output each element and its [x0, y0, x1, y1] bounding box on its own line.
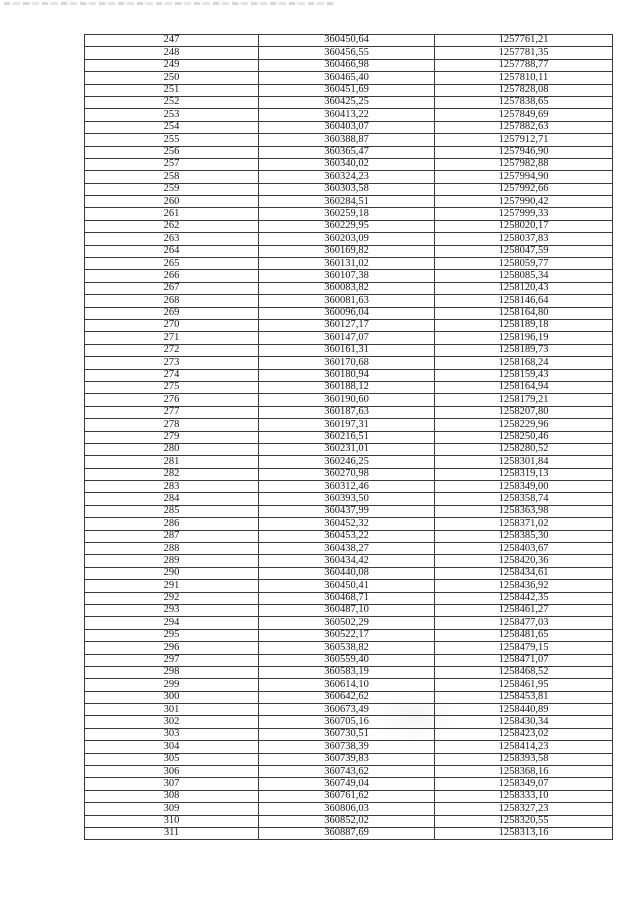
- y-coordinate-cell: 1258363,98: [435, 505, 613, 517]
- x-coordinate-cell: 360738,39: [259, 741, 435, 753]
- point-number-cell: 308: [85, 790, 259, 802]
- point-number-cell: 280: [85, 443, 259, 455]
- x-coordinate-cell: 360303,58: [259, 183, 435, 195]
- x-coordinate-cell: 360739,83: [259, 753, 435, 765]
- table-row: [85, 604, 613, 616]
- point-number-cell: 305: [85, 753, 259, 765]
- x-coordinate-cell: 360197,31: [259, 419, 435, 431]
- y-coordinate-cell: 1258477,03: [435, 617, 613, 629]
- x-coordinate-cell: 360270,98: [259, 468, 435, 480]
- table-row: [85, 270, 613, 282]
- table-row: [85, 443, 613, 455]
- point-number-cell: 297: [85, 654, 259, 666]
- x-coordinate-cell: 360403,07: [259, 121, 435, 133]
- point-number-cell: 310: [85, 815, 259, 827]
- point-number-cell: 292: [85, 592, 259, 604]
- point-number-cell: 291: [85, 580, 259, 592]
- point-number-cell: 301: [85, 704, 259, 716]
- table-row: [85, 196, 613, 208]
- point-number-cell: 288: [85, 543, 259, 555]
- y-coordinate-cell: 1258393,58: [435, 753, 613, 765]
- y-coordinate-cell: 1258403,67: [435, 543, 613, 555]
- y-coordinate-cell: 1258468,52: [435, 666, 613, 678]
- table-row: [85, 716, 613, 728]
- x-coordinate-cell: 360413,22: [259, 109, 435, 121]
- point-number-cell: 248: [85, 47, 259, 59]
- y-coordinate-cell: 1257990,42: [435, 196, 613, 208]
- x-coordinate-cell: 360437,99: [259, 505, 435, 517]
- y-coordinate-cell: 1258436,92: [435, 580, 613, 592]
- y-coordinate-cell: 1258349,07: [435, 778, 613, 790]
- y-coordinate-cell: 1257781,35: [435, 47, 613, 59]
- y-coordinate-cell: 1258164,94: [435, 381, 613, 393]
- x-coordinate-cell: 360081,63: [259, 295, 435, 307]
- point-number-cell: 261: [85, 208, 259, 220]
- point-number-cell: 267: [85, 282, 259, 294]
- point-number-cell: 279: [85, 431, 259, 443]
- point-number-cell: 311: [85, 828, 259, 840]
- x-coordinate-cell: 360169,82: [259, 245, 435, 257]
- x-coordinate-cell: 360229,95: [259, 220, 435, 232]
- point-number-cell: 309: [85, 803, 259, 815]
- point-number-cell: 298: [85, 666, 259, 678]
- table-row: [85, 381, 613, 393]
- x-coordinate-cell: 360487,10: [259, 604, 435, 616]
- table-row: [85, 828, 613, 840]
- table-row: [85, 741, 613, 753]
- point-number-cell: 259: [85, 183, 259, 195]
- point-number-cell: 256: [85, 146, 259, 158]
- y-coordinate-cell: 1258319,13: [435, 468, 613, 480]
- point-number-cell: 302: [85, 716, 259, 728]
- point-number-cell: 286: [85, 518, 259, 530]
- point-number-cell: 285: [85, 505, 259, 517]
- x-coordinate-cell: 360340,02: [259, 158, 435, 170]
- y-coordinate-cell: 1258146,64: [435, 295, 613, 307]
- table-row: [85, 406, 613, 418]
- y-coordinate-cell: 1258420,36: [435, 555, 613, 567]
- point-number-cell: 251: [85, 84, 259, 96]
- x-coordinate-cell: 360468,71: [259, 592, 435, 604]
- table-row: [85, 555, 613, 567]
- y-coordinate-cell: 1258320,55: [435, 815, 613, 827]
- table-row: [85, 778, 613, 790]
- x-coordinate-cell: 360388,87: [259, 134, 435, 146]
- x-coordinate-cell: 360393,50: [259, 493, 435, 505]
- table-row: [85, 295, 613, 307]
- point-number-cell: 272: [85, 344, 259, 356]
- y-coordinate-cell: 1258471,07: [435, 654, 613, 666]
- y-coordinate-cell: 1258229,96: [435, 419, 613, 431]
- x-coordinate-cell: 360743,62: [259, 766, 435, 778]
- x-coordinate-cell: 360438,27: [259, 543, 435, 555]
- x-coordinate-cell: 360583,19: [259, 666, 435, 678]
- y-coordinate-cell: 1257838,65: [435, 96, 613, 108]
- point-number-cell: 257: [85, 158, 259, 170]
- x-coordinate-cell: 360127,17: [259, 319, 435, 331]
- point-number-cell: 290: [85, 567, 259, 579]
- point-number-cell: 247: [85, 35, 259, 47]
- table-row: [85, 691, 613, 703]
- x-coordinate-cell: 360749,04: [259, 778, 435, 790]
- y-coordinate-cell: 1258481,65: [435, 629, 613, 641]
- point-number-cell: 299: [85, 679, 259, 691]
- table-row: [85, 35, 613, 47]
- point-number-cell: 252: [85, 96, 259, 108]
- point-number-cell: 300: [85, 691, 259, 703]
- x-coordinate-cell: 360522,17: [259, 629, 435, 641]
- point-number-cell: 274: [85, 369, 259, 381]
- table-row: [85, 109, 613, 121]
- x-coordinate-cell: 360107,38: [259, 270, 435, 282]
- coordinates-table: [84, 34, 613, 840]
- y-coordinate-cell: 1258179,21: [435, 394, 613, 406]
- table-row: [85, 220, 613, 232]
- table-row: [85, 815, 613, 827]
- point-number-cell: 254: [85, 121, 259, 133]
- y-coordinate-cell: 1257849,69: [435, 109, 613, 121]
- table-row: [85, 431, 613, 443]
- x-coordinate-cell: 360673,49: [259, 704, 435, 716]
- table-row: [85, 158, 613, 170]
- x-coordinate-cell: 360434,42: [259, 555, 435, 567]
- x-coordinate-cell: 360083,82: [259, 282, 435, 294]
- point-number-cell: 260: [85, 196, 259, 208]
- point-number-cell: 293: [85, 604, 259, 616]
- table-row: [85, 96, 613, 108]
- y-coordinate-cell: 1258430,34: [435, 716, 613, 728]
- table-row: [85, 766, 613, 778]
- x-coordinate-cell: 360705,16: [259, 716, 435, 728]
- x-coordinate-cell: 360451,69: [259, 84, 435, 96]
- point-number-cell: 270: [85, 319, 259, 331]
- x-coordinate-cell: 360453,22: [259, 530, 435, 542]
- y-coordinate-cell: 1258333,10: [435, 790, 613, 802]
- table-row: [85, 171, 613, 183]
- point-number-cell: 295: [85, 629, 259, 641]
- y-coordinate-cell: 1258327,23: [435, 803, 613, 815]
- y-coordinate-cell: 1258368,16: [435, 766, 613, 778]
- x-coordinate-cell: 360450,64: [259, 35, 435, 47]
- x-coordinate-cell: 360180,94: [259, 369, 435, 381]
- point-number-cell: 277: [85, 406, 259, 418]
- table-row: [85, 592, 613, 604]
- x-coordinate-cell: 360188,12: [259, 381, 435, 393]
- point-number-cell: 276: [85, 394, 259, 406]
- y-coordinate-cell: 1258159,43: [435, 369, 613, 381]
- y-coordinate-cell: 1257946,90: [435, 146, 613, 158]
- x-coordinate-cell: 360161,31: [259, 344, 435, 356]
- point-number-cell: 281: [85, 456, 259, 468]
- table-row: [85, 233, 613, 245]
- x-coordinate-cell: 360131,02: [259, 258, 435, 270]
- table-row: [85, 530, 613, 542]
- table-row: [85, 394, 613, 406]
- y-coordinate-cell: 1258037,83: [435, 233, 613, 245]
- y-coordinate-cell: 1258207,80: [435, 406, 613, 418]
- y-coordinate-cell: 1258442,35: [435, 592, 613, 604]
- x-coordinate-cell: 360852,02: [259, 815, 435, 827]
- table-row: [85, 332, 613, 344]
- point-number-cell: 306: [85, 766, 259, 778]
- y-coordinate-cell: 1258059,77: [435, 258, 613, 270]
- point-number-cell: 250: [85, 72, 259, 84]
- table-row: [85, 518, 613, 530]
- point-number-cell: 266: [85, 270, 259, 282]
- x-coordinate-cell: 360614,10: [259, 679, 435, 691]
- table-row: [85, 84, 613, 96]
- table-row: [85, 468, 613, 480]
- x-coordinate-cell: 360450,41: [259, 580, 435, 592]
- y-coordinate-cell: 1258461,27: [435, 604, 613, 616]
- table-row: [85, 790, 613, 802]
- x-coordinate-cell: 360761,62: [259, 790, 435, 802]
- point-number-cell: 283: [85, 481, 259, 493]
- y-coordinate-cell: 1257810,11: [435, 72, 613, 84]
- table-row: [85, 505, 613, 517]
- y-coordinate-cell: 1258250,46: [435, 431, 613, 443]
- point-number-cell: 269: [85, 307, 259, 319]
- x-coordinate-cell: 360806,03: [259, 803, 435, 815]
- y-coordinate-cell: 1258479,15: [435, 642, 613, 654]
- point-number-cell: 253: [85, 109, 259, 121]
- x-coordinate-cell: 360231,01: [259, 443, 435, 455]
- table-row: [85, 456, 613, 468]
- x-coordinate-cell: 360425,25: [259, 96, 435, 108]
- y-coordinate-cell: 1257992,66: [435, 183, 613, 195]
- table-row: [85, 543, 613, 555]
- y-coordinate-cell: 1258301,84: [435, 456, 613, 468]
- point-number-cell: 263: [85, 233, 259, 245]
- table-row: [85, 208, 613, 220]
- table-row: [85, 183, 613, 195]
- x-coordinate-cell: 360887,69: [259, 828, 435, 840]
- y-coordinate-cell: 1258047,59: [435, 245, 613, 257]
- y-coordinate-cell: 1258414,23: [435, 741, 613, 753]
- point-number-cell: 307: [85, 778, 259, 790]
- y-coordinate-cell: 1258020,17: [435, 220, 613, 232]
- point-number-cell: 278: [85, 419, 259, 431]
- table-row: [85, 704, 613, 716]
- x-coordinate-cell: 360465,40: [259, 72, 435, 84]
- table-row: [85, 803, 613, 815]
- y-coordinate-cell: 1258120,43: [435, 282, 613, 294]
- point-number-cell: 287: [85, 530, 259, 542]
- table-row: [85, 319, 613, 331]
- table-row: [85, 282, 613, 294]
- table-row: [85, 666, 613, 678]
- x-coordinate-cell: 360284,51: [259, 196, 435, 208]
- table-row: [85, 580, 613, 592]
- x-coordinate-cell: 360190,60: [259, 394, 435, 406]
- y-coordinate-cell: 1257982,88: [435, 158, 613, 170]
- y-coordinate-cell: 1258358,74: [435, 493, 613, 505]
- x-coordinate-cell: 360187,63: [259, 406, 435, 418]
- point-number-cell: 282: [85, 468, 259, 480]
- y-coordinate-cell: 1257994,90: [435, 171, 613, 183]
- y-coordinate-cell: 1257828,08: [435, 84, 613, 96]
- table-row: [85, 72, 613, 84]
- point-number-cell: 255: [85, 134, 259, 146]
- table-row: [85, 134, 613, 146]
- point-number-cell: 271: [85, 332, 259, 344]
- x-coordinate-cell: 360216,51: [259, 431, 435, 443]
- point-number-cell: 304: [85, 741, 259, 753]
- table-row: [85, 369, 613, 381]
- point-number-cell: 265: [85, 258, 259, 270]
- y-coordinate-cell: 1258164,80: [435, 307, 613, 319]
- point-number-cell: 289: [85, 555, 259, 567]
- x-coordinate-cell: 360456,55: [259, 47, 435, 59]
- y-coordinate-cell: 1258189,18: [435, 319, 613, 331]
- table-row: [85, 258, 613, 270]
- table-row: [85, 567, 613, 579]
- point-number-cell: 258: [85, 171, 259, 183]
- table-row: [85, 679, 613, 691]
- x-coordinate-cell: 360312,46: [259, 481, 435, 493]
- y-coordinate-cell: 1258461,95: [435, 679, 613, 691]
- x-coordinate-cell: 360365,47: [259, 146, 435, 158]
- x-coordinate-cell: 360642,62: [259, 691, 435, 703]
- y-coordinate-cell: 1258423,02: [435, 728, 613, 740]
- y-coordinate-cell: 1257761,21: [435, 35, 613, 47]
- table-row: [85, 753, 613, 765]
- x-coordinate-cell: 360170,68: [259, 357, 435, 369]
- x-coordinate-cell: 360559,40: [259, 654, 435, 666]
- point-number-cell: 275: [85, 381, 259, 393]
- point-number-cell: 264: [85, 245, 259, 257]
- x-coordinate-cell: 360538,82: [259, 642, 435, 654]
- point-number-cell: 249: [85, 59, 259, 71]
- y-coordinate-cell: 1257788,77: [435, 59, 613, 71]
- y-coordinate-cell: 1258453,81: [435, 691, 613, 703]
- x-coordinate-cell: 360502,29: [259, 617, 435, 629]
- y-coordinate-cell: 1258196,19: [435, 332, 613, 344]
- table-row: [85, 419, 613, 431]
- y-coordinate-cell: 1258385,30: [435, 530, 613, 542]
- y-coordinate-cell: 1257999,33: [435, 208, 613, 220]
- scan-artifact-line: [4, 2, 334, 5]
- point-number-cell: 294: [85, 617, 259, 629]
- table-row: [85, 121, 613, 133]
- table-row: [85, 493, 613, 505]
- y-coordinate-cell: 1258189,73: [435, 344, 613, 356]
- point-number-cell: 303: [85, 728, 259, 740]
- point-number-cell: 262: [85, 220, 259, 232]
- table-row: [85, 654, 613, 666]
- point-number-cell: 296: [85, 642, 259, 654]
- table-row: [85, 344, 613, 356]
- table-row: [85, 617, 613, 629]
- table-row: [85, 481, 613, 493]
- table-row: [85, 47, 613, 59]
- y-coordinate-cell: 1257882,63: [435, 121, 613, 133]
- table-row: [85, 629, 613, 641]
- table-row: [85, 642, 613, 654]
- x-coordinate-cell: 360096,04: [259, 307, 435, 319]
- x-coordinate-cell: 360730,51: [259, 728, 435, 740]
- y-coordinate-cell: 1258434,61: [435, 567, 613, 579]
- y-coordinate-cell: 1258349,00: [435, 481, 613, 493]
- x-coordinate-cell: 360259,18: [259, 208, 435, 220]
- point-number-cell: 284: [85, 493, 259, 505]
- y-coordinate-cell: 1258313,16: [435, 828, 613, 840]
- y-coordinate-cell: 1258085,34: [435, 270, 613, 282]
- x-coordinate-cell: 360203,09: [259, 233, 435, 245]
- table-row: [85, 307, 613, 319]
- table-row: [85, 357, 613, 369]
- y-coordinate-cell: 1258440,89: [435, 704, 613, 716]
- table-row: [85, 146, 613, 158]
- table-row: [85, 728, 613, 740]
- x-coordinate-cell: 360246,25: [259, 456, 435, 468]
- x-coordinate-cell: 360466,98: [259, 59, 435, 71]
- x-coordinate-cell: 360440,08: [259, 567, 435, 579]
- x-coordinate-cell: 360147,07: [259, 332, 435, 344]
- x-coordinate-cell: 360324,23: [259, 171, 435, 183]
- y-coordinate-cell: 1257912,71: [435, 134, 613, 146]
- x-coordinate-cell: 360452,32: [259, 518, 435, 530]
- y-coordinate-cell: 1258371,02: [435, 518, 613, 530]
- point-number-cell: 273: [85, 357, 259, 369]
- table-row: [85, 245, 613, 257]
- point-number-cell: 268: [85, 295, 259, 307]
- y-coordinate-cell: 1258280,52: [435, 443, 613, 455]
- table-row: [85, 59, 613, 71]
- y-coordinate-cell: 1258168,24: [435, 357, 613, 369]
- coordinates-table-body: [85, 35, 613, 840]
